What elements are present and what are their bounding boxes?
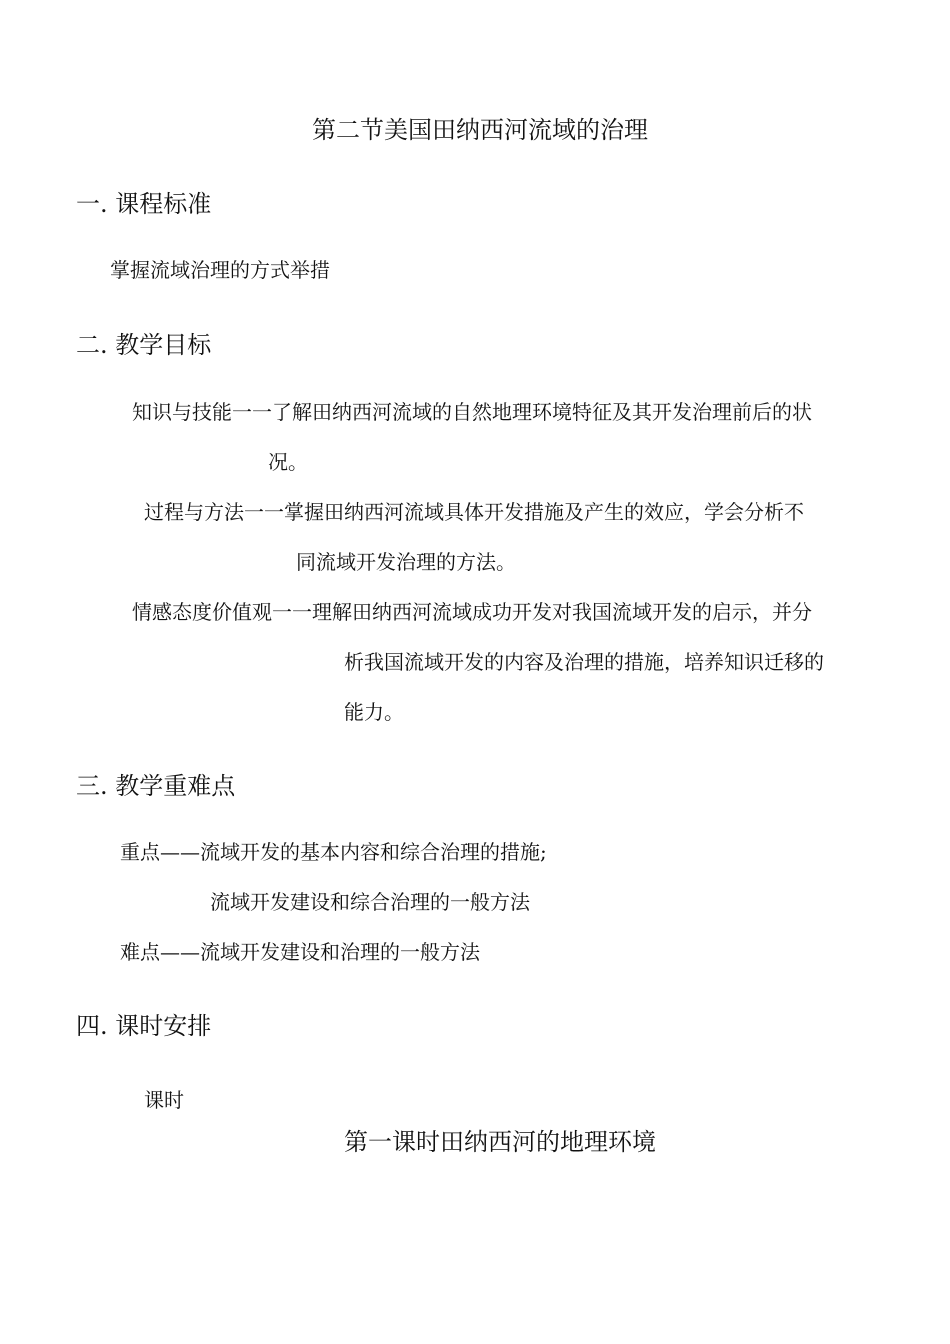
- document-title: 第二节美国田纳西河流域的治理: [312, 116, 648, 144]
- paragraph-line: 重点——流域开发的基本内容和综合治理的措施;: [120, 840, 547, 864]
- lesson-title: 第一课时田纳西河的地理环境: [344, 1128, 656, 1156]
- paragraph-line: 掌握流域治理的方式举措: [110, 258, 330, 282]
- paragraph-line: 况。: [268, 450, 308, 474]
- section-heading-curriculum-standard: 一. 课程标准: [76, 190, 212, 218]
- section-heading-key-difficult-points: 三. 教学重难点: [76, 772, 236, 800]
- paragraph-line: 析我国流域开发的内容及治理的措施，培养知识迁移的: [344, 650, 824, 674]
- paragraph-line: 难点——流域开发建设和治理的一般方法: [120, 940, 480, 964]
- paragraph-line: 流域开发建设和综合治理的一般方法: [210, 890, 530, 914]
- paragraph-line: 情感态度价值观一一理解田纳西河流域成功开发对我国流域开发的启示，并分: [132, 600, 812, 624]
- section-heading-teaching-goals: 二. 教学目标: [76, 331, 212, 359]
- section-heading-schedule: 四. 课时安排: [76, 1012, 212, 1040]
- paragraph-line: 同流域开发治理的方法。: [296, 550, 516, 574]
- paragraph-line: 能力。: [344, 700, 404, 724]
- paragraph-line: 课时: [144, 1088, 184, 1112]
- paragraph-line: 知识与技能一一了解田纳西河流域的自然地理环境特征及其开发治理前后的状: [132, 400, 812, 424]
- paragraph-line: 过程与方法一一掌握田纳西河流域具体开发措施及产生的效应，学会分析不: [144, 500, 804, 524]
